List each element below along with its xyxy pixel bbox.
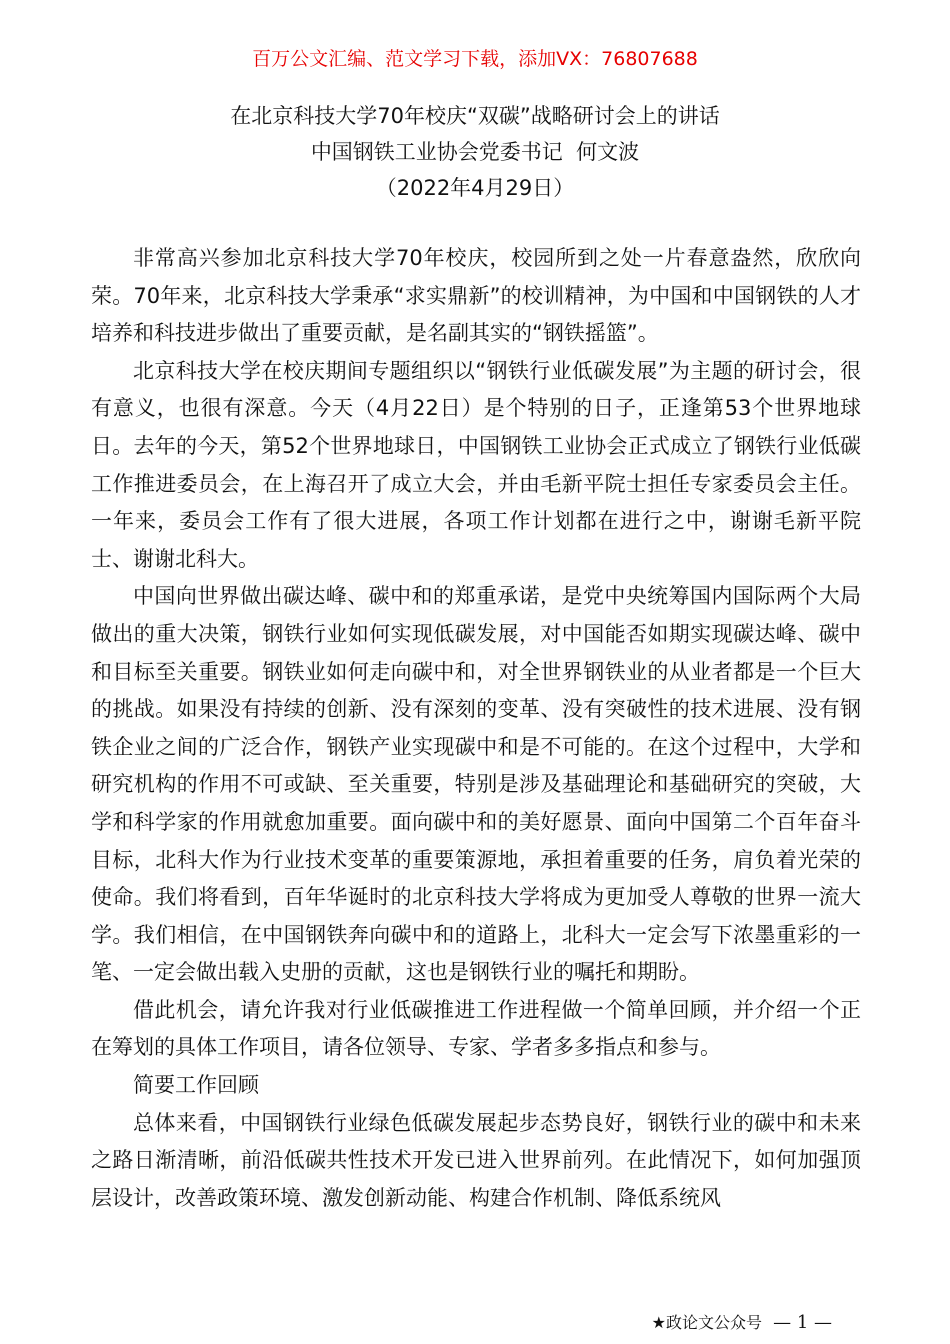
page-footer xyxy=(652,1310,832,1333)
speech-title: 在北京科技大学70年校庆“双碳”战略研讨会上的讲话 xyxy=(230,104,720,128)
footer-source: ★政论文公众号 xyxy=(651,1313,762,1332)
speech-header xyxy=(0,98,950,206)
speech-body xyxy=(91,240,861,1217)
speech-date: （2022年4月29日） xyxy=(375,176,575,200)
paragraph: 北京科技大学在校庆期间专题组织以“钢铁行业低碳发展”为主题的研讨会，很有意义，也很有深意。今天（4月22日）是个特别的日子，正逢第53个世界地球日。去年的今天，第52个世界地球日，中国钢铁工业协会正式成立了钢铁行业低碳工作推进委员会，在上海召开了成立大会，并由毛新平院士担任专家委员会主任。一年来，委员会工作有了很大进展，各项工作计划都在进行之中，谢谢毛新平院士、谢谢北科大。 xyxy=(91,358,861,571)
paragraph: 非常高兴参加北京科技大学70年校庆，校园所到之处一片春意盎然，欣欣向荣。70年来，北京科技大学秉承“求实鼎新”的校训精神，为中国和中国钢铁的人才培养和科技进步做出了重要贡献，是名副其实的“钢铁摇篮”。 xyxy=(91,246,861,346)
speaker-line: 中国钢铁工业协会党委书记 何文波 xyxy=(310,140,640,164)
section-heading: 简要工作回顾 xyxy=(133,1073,259,1098)
watermark-banner: 百万公文汇编、范文学习下载，添加VX：76807688 xyxy=(252,48,698,70)
paragraph: 中国向世界做出碳达峰、碳中和的郑重承诺，是党中央统筹国内国际两个大局做出的重大决策，钢铁行业如何实现低碳发展，对中国能否如期实现碳达峰、碳中和目标至关重要。钢铁业如何走向碳中和，对全世界钢铁业的从业者都是一个巨大的挑战。如果没有持续的创新、没有深刻的变革、没有突破性的技术进展、没有钢铁企业之间的广泛合作，钢铁产业实现碳中和是不可能的。在这个过程中，大学和研究机构的作用不可或缺、至关重要，特别是涉及基础理论和基础研究的突破，大学和科学家的作用就愈加重要。面向碳中和的美好愿景、面向中国第二个百年奋斗目标，北科大作为行业技术变革的重要策源地，承担着重要的任务，肩负着光荣的使命。我们将看到，百年华诞时的北京科技大学将成为更加受人尊敬的世界一流大学。我们相信，在中国钢铁奔向碳中和的道路上，北科大一定会写下浓墨重彩的一笔、一定会做出载入史册的贡献，这也是钢铁行业的嘱托和期盼。 xyxy=(91,584,861,985)
paragraph: 总体来看，中国钢铁行业绿色低碳发展起步态势良好，钢铁行业的碳中和未来之路日渐清晰，前沿低碳共性技术开发已进入世界前列。在此情况下，如何加强顶层设计，改善政策环境、激发创新动能、构建合作机制、降低系统风 xyxy=(91,1110,861,1210)
page-number: — 1 — xyxy=(773,1312,832,1333)
paragraph: 借此机会，请允许我对行业低碳推进工作进程做一个简单回顾，并介绍一个正在筹划的具体工作项目，请各位领导、专家、学者多多指点和参与。 xyxy=(91,997,861,1060)
